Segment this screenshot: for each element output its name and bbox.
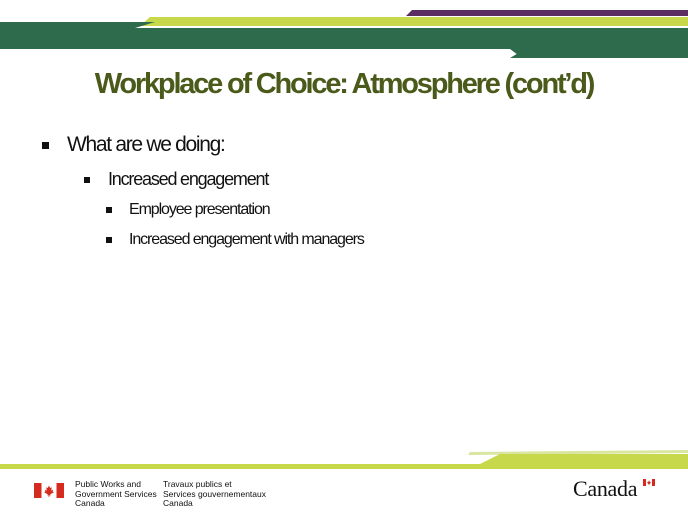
department-en-line: Public Works and	[75, 479, 141, 489]
department-fr-line: Travaux publics et	[163, 479, 232, 489]
bullet-level3-item	[106, 231, 364, 249]
bullet-level2-text: Increased engagement	[108, 169, 269, 189]
department-en-line: Government Services	[75, 488, 157, 499]
bullet-level3-item	[106, 201, 270, 219]
slide-title: Workplace of Choice: Atmosphere (cont’d)	[94, 68, 594, 100]
department-en-line: Canada	[75, 498, 105, 508]
bullet-level1	[42, 133, 225, 157]
canada-wordmark	[573, 476, 637, 502]
header-lime-band	[140, 17, 688, 26]
canada-flag-icon	[34, 483, 64, 498]
department-fr-line: Canada	[163, 498, 193, 508]
wordmark-flag-icon	[643, 479, 655, 486]
footer-lime-band	[0, 454, 688, 469]
department-fr-line: Services gouvernementaux	[163, 488, 267, 499]
department-name-en	[75, 480, 157, 509]
bullet-square-icon	[106, 207, 112, 213]
bullet-level1-text: What are we doing:	[67, 133, 225, 156]
bullet-square-icon	[42, 142, 49, 149]
bullet-level3-text: Employee presentation	[129, 201, 270, 218]
department-name-fr	[163, 480, 266, 509]
footer-decoration	[0, 440, 688, 470]
header-decoration	[0, 0, 688, 60]
canada-wordmark-text: Canada	[573, 476, 638, 501]
header-green-tail	[510, 49, 688, 58]
header-purple-band	[406, 10, 688, 16]
bullet-level3-text: Increased engagement with managers	[129, 231, 364, 248]
bullet-square-icon	[84, 177, 90, 183]
bullet-level2	[84, 169, 268, 190]
bullet-square-icon	[106, 237, 112, 243]
